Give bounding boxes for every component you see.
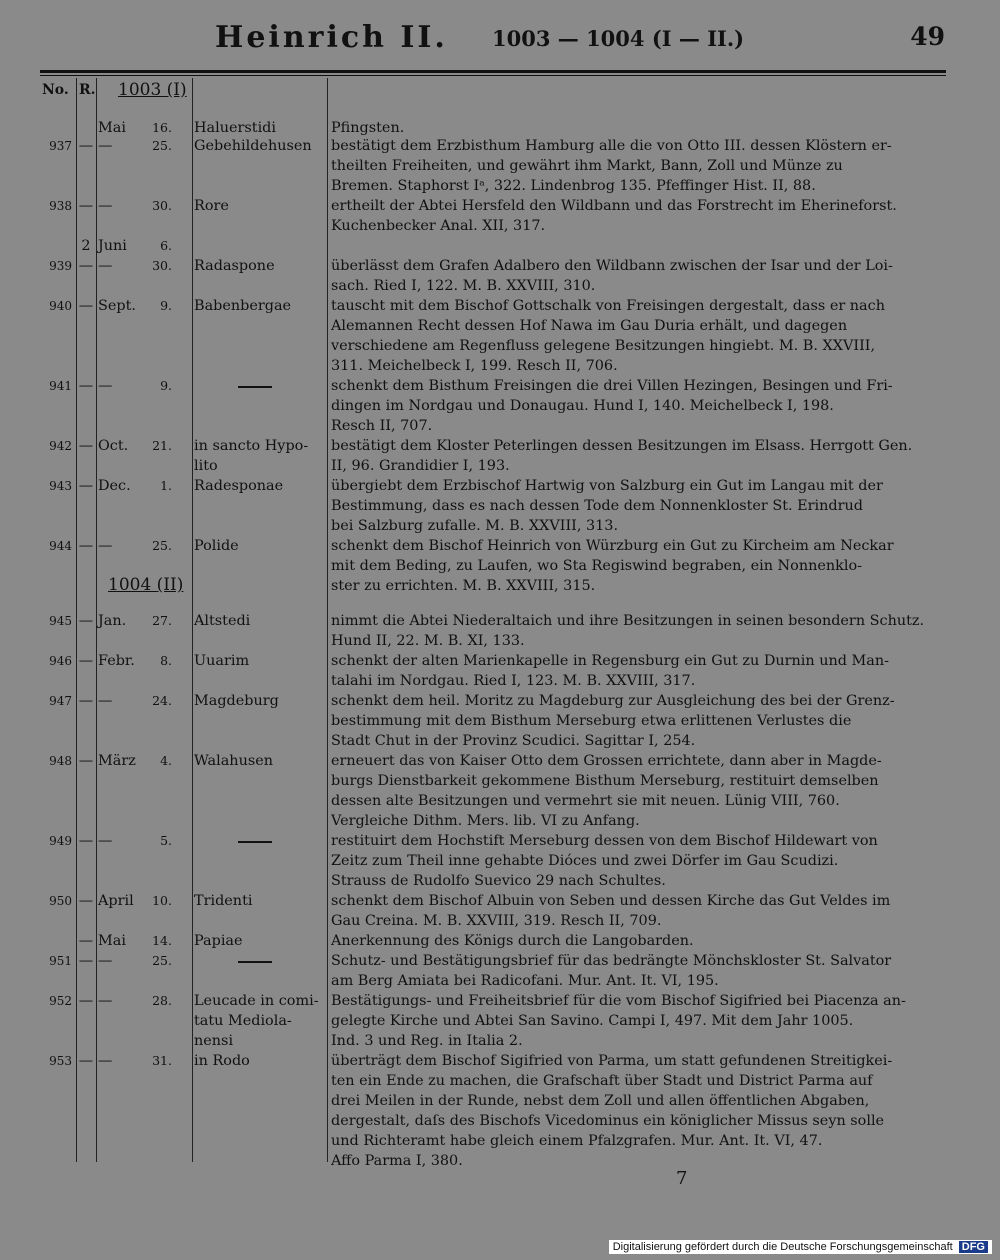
entry-text (331, 196, 939, 236)
entry-number: 941 (49, 379, 72, 393)
text-line: Alemannen Recht dessen Hof Nawa im Gau Duria erhält, und dagegen (331, 318, 848, 334)
entry-number: 948 (49, 754, 72, 768)
text-line: bestätigt dem Erzbisthum Hamburg alle die von Otto III. dessen Klöstern er- (331, 138, 892, 154)
text-line: Stadt Chut in der Provinz Scudici. Sagittar I, 254. (331, 733, 696, 749)
day: 10. (152, 893, 172, 908)
reference-mark: — (78, 478, 94, 494)
header-rule-thin (40, 75, 946, 76)
dfg-logo: DFG (959, 1241, 988, 1253)
text-line: Schutz- und Bestätigungsbrief für das bedrängte Mönchskloster St. Salvator (331, 953, 892, 969)
entry-number: 939 (49, 259, 72, 273)
text-line: tauscht mit dem Bischof Gottschalk von Freisingen dergestalt, dass er nach (331, 298, 885, 314)
place-name (194, 931, 320, 951)
reference-mark: — (78, 693, 94, 709)
text-line: 311. Meichelbeck I, 199. Resch II, 706. (331, 358, 618, 374)
place-omitted-dash (238, 841, 272, 843)
column-divider (192, 78, 193, 1162)
text-line: gelegte Kirche und Abtei San Savino. Campi I, 497. Mit dem Jahr 1005. (331, 1013, 854, 1029)
header-title: Heinrich II. (215, 20, 448, 55)
place-name (194, 1051, 320, 1071)
day: 25. (152, 538, 172, 553)
text-line: restituirt dem Hochstift Merseburg dessen von dem Bischof Hildewart von (331, 833, 878, 849)
day: 30. (152, 258, 172, 273)
text-line: und Richteramt habe gleich einem Pfalzgrafen. Mur. Ant. It. VI, 47. (331, 1133, 823, 1149)
reference-mark: — (78, 198, 94, 214)
day: 16. (152, 120, 172, 135)
reference-mark: — (78, 933, 94, 949)
entry-text (331, 751, 939, 831)
place-name (194, 436, 320, 476)
text-line: am Berg Amiata bei Radicofani. Mur. Ant. It. VI, 195. (331, 973, 719, 989)
place-omitted-dash (238, 961, 272, 963)
place-line: Walahusen (194, 753, 274, 769)
day: 27. (152, 613, 172, 628)
place-name (194, 296, 320, 316)
entry-number: 949 (49, 834, 72, 848)
entry-text (331, 611, 939, 651)
entry-number: 940 (49, 299, 72, 313)
reference-mark: — (78, 833, 94, 849)
reference-mark: — (78, 953, 94, 969)
text-line: Hund II, 22. M. B. XI, 133. (331, 633, 525, 649)
day: 1. (160, 478, 172, 493)
entry-number: 950 (49, 894, 72, 908)
signature-mark: 7 (676, 1168, 688, 1189)
text-line: verschiedene am Regenfluss gelegene Besitzungen hingiebt. M. B. XXVIII, (331, 338, 876, 354)
entry-number: 937 (49, 139, 72, 153)
entry-text (331, 691, 939, 751)
month: — (98, 538, 113, 554)
place-line: tatu Mediola- (194, 1013, 292, 1029)
text-line: ten ein Ende zu machen, die Grafschaft über Stadt und District Parma auf (331, 1073, 873, 1089)
text-line: II, 96. Grandidier I, 193. (331, 458, 510, 474)
month: März (98, 753, 136, 769)
month: Oct. (98, 438, 129, 454)
day: 9. (160, 298, 172, 313)
text-line: überlässt dem Grafen Adalbero den Wildbann zwischen der Isar und der Loi- (331, 258, 893, 274)
text-line: bestimmung mit dem Bisthum Merseburg etwa erlittenen Verlustes die (331, 713, 852, 729)
place-name (194, 256, 320, 276)
text-line: Affo Parma I, 380. (331, 1153, 463, 1169)
place-omitted-dash (238, 386, 272, 388)
text-line: burgs Dienstbarkeit gekommene Bisthum Merseburg, restituirt demselben (331, 773, 879, 789)
month: Mai (98, 933, 126, 949)
reference-mark: — (78, 378, 94, 394)
text-line: schenkt dem heil. Moritz zu Magdeburg zur Ausgleichung des bei der Grenz- (331, 693, 895, 709)
place-line: lito (194, 458, 218, 474)
text-line: schenkt dem Bischof Albuin von Seben und dessen Kirche das Gut Veldes im (331, 893, 891, 909)
entry-number: 951 (49, 954, 72, 968)
month: — (98, 378, 113, 394)
place-name (194, 651, 320, 671)
text-line: Pfingsten. (331, 120, 405, 136)
month: Juni (98, 238, 127, 254)
text-line: Bremen. Staphorst Iᵃ, 322. Lindenbrog 135. Pfeffinger Hist. II, 88. (331, 178, 816, 194)
place-name (194, 891, 320, 911)
day: 24. (152, 693, 172, 708)
digitization-credit (609, 1240, 992, 1254)
text-line: schenkt dem Bischof Heinrich von Würzburg ein Gut zu Kircheim am Neckar (331, 538, 894, 554)
text-line: Kuchenbecker Anal. XII, 317. (331, 218, 546, 234)
place-line: Magdeburg (194, 693, 279, 709)
text-line: Bestätigungs- und Freiheitsbrief für die vom Bischof Sigifried bei Piacenza an- (331, 993, 906, 1009)
reference-mark: — (78, 613, 94, 629)
text-line: schenkt der alten Marienkapelle in Regensburg ein Gut zu Durnin und Man- (331, 653, 889, 669)
text-line: schenkt dem Bisthum Freisingen die drei Villen Hezingen, Besingen und Fri- (331, 378, 893, 394)
entry-number: 947 (49, 694, 72, 708)
reference-mark: — (78, 138, 94, 154)
text-line: übergiebt dem Erzbischof Hartwig von Salzburg ein Gut im Langau mit der (331, 478, 883, 494)
place-line: Polide (194, 538, 239, 554)
month: — (98, 953, 113, 969)
text-line: dessen alte Besitzungen und vermehrt sie mit neuen. Lünig VIII, 760. (331, 793, 840, 809)
month: — (98, 258, 113, 274)
text-line: Resch II, 707. (331, 418, 433, 434)
entry-number: 942 (49, 439, 72, 453)
reference-mark: — (78, 538, 94, 554)
reference-mark: — (78, 298, 94, 314)
text-line: sach. Ried I, 122. M. B. XXVIII, 310. (331, 278, 596, 294)
place-line: Uuarim (194, 653, 250, 669)
reference-mark: — (78, 993, 94, 1009)
entry-text (331, 991, 939, 1051)
text-line: dergestalt, daſs des Bischofs Vicedominus ein königlicher Missus seyn solle (331, 1113, 885, 1129)
place-line: Gebehildehusen (194, 138, 312, 154)
place-name (194, 118, 320, 138)
text-line: ster zu errichten. M. B. XXVIII, 315. (331, 578, 596, 594)
entry-number: 946 (49, 654, 72, 668)
place-line: Haluerstidi (194, 120, 276, 136)
year-heading-1004: 1004 (II) (108, 575, 184, 595)
entry-text (331, 891, 939, 931)
text-line: drei Meilen in der Runde, nebst dem Zoll und allen öffentlichen Abgaben, (331, 1093, 870, 1109)
entry-text (331, 136, 939, 196)
place-name (194, 691, 320, 711)
day: 30. (152, 198, 172, 213)
credit-text: Digitalisierung gefördert durch die Deutsche Forschungsgemeinschaft (612, 1241, 953, 1253)
place-line: nensi (194, 1033, 234, 1049)
month: Sept. (98, 298, 136, 314)
entry-text (331, 951, 939, 991)
day: 25. (152, 138, 172, 153)
month: — (98, 138, 113, 154)
place-name (194, 196, 320, 216)
month: — (98, 198, 113, 214)
entry-number: 943 (49, 479, 72, 493)
place-name (194, 991, 320, 1051)
day: 9. (160, 378, 172, 393)
year-heading-1003: 1003 (I) (118, 80, 187, 100)
entry-text (331, 476, 939, 536)
entry-number: 945 (49, 614, 72, 628)
place-line: Altstedi (194, 613, 251, 629)
reference-mark: 2 (81, 238, 91, 254)
month: — (98, 1053, 113, 1069)
text-line: Anerkennung des Königs durch die Langobarden. (331, 933, 694, 949)
place-name (194, 476, 320, 496)
text-line: überträgt dem Bischof Sigifried von Parma, um statt gefundenen Streitigkei- (331, 1053, 893, 1069)
month: Dec. (98, 478, 131, 494)
place-line: Papiae (194, 933, 243, 949)
text-line: Bestimmung, dass es nach dessen Tode dem Nonnenkloster St. Erindrud (331, 498, 863, 514)
page-number: 49 (910, 22, 945, 51)
column-divider (327, 78, 328, 1162)
entry-text (331, 256, 939, 296)
entry-text (331, 296, 939, 376)
day: 28. (152, 993, 172, 1008)
text-line: nimmt die Abtei Niederaltaich und ihre Besitzungen in seinen besondern Schutz. (331, 613, 925, 629)
place-name (194, 536, 320, 556)
day: 4. (160, 753, 172, 768)
text-line: Gau Creina. M. B. XXVIII, 319. Resch II, 709. (331, 913, 662, 929)
reference-mark: — (78, 258, 94, 274)
header-rule (40, 70, 946, 73)
month: April (98, 893, 134, 909)
text-line: dingen im Nordgau und Donaugau. Hund I, 140. Meichelbeck I, 198. (331, 398, 834, 414)
place-line: in sancto Hypo- (194, 438, 309, 454)
reference-mark: — (78, 893, 94, 909)
month: Mai (98, 120, 126, 136)
text-line: Ind. 3 und Reg. in Italia 2. (331, 1033, 523, 1049)
place-line: Babenbergae (194, 298, 292, 314)
header-years: 1003 — 1004 (I — II.) (492, 26, 745, 51)
month: Jan. (98, 613, 127, 629)
entry-text (331, 376, 939, 436)
place-name (194, 136, 320, 156)
text-line: bestätigt dem Kloster Peterlingen dessen Besitzungen im Elsass. Herrgott Gen. (331, 438, 913, 454)
day: 6. (160, 238, 172, 253)
place-line: in Rodo (194, 1053, 250, 1069)
day: 31. (152, 1053, 172, 1068)
place-line: Tridenti (194, 893, 253, 909)
day: 21. (152, 438, 172, 453)
place-line: Radaspone (194, 258, 275, 274)
reference-mark: — (78, 1053, 94, 1069)
place-name (194, 751, 320, 771)
text-line: bei Salzburg zufalle. M. B. XXVIII, 313. (331, 518, 619, 534)
month: — (98, 693, 113, 709)
reference-mark: — (78, 653, 94, 669)
text-line: theilten Freiheiten, und gewährt ihm Markt, Bann, Zoll und Münze zu (331, 158, 843, 174)
text-line: Strauss de Rudolfo Suevico 29 nach Schultes. (331, 873, 666, 889)
month: — (98, 833, 113, 849)
column-header-r: R. (79, 82, 96, 98)
text-line: Zeitz zum Theil inne gehabte Dióces und zwei Dörfer im Gau Scudizi. (331, 853, 839, 869)
text-line: ertheilt der Abtei Hersfeld den Wildbann und das Forstrecht im Eherineforst. (331, 198, 897, 214)
day: 8. (160, 653, 172, 668)
entry-text (331, 831, 939, 891)
entry-number: 952 (49, 994, 72, 1008)
place-name (194, 611, 320, 631)
month: — (98, 993, 113, 1009)
running-header (0, 20, 1000, 54)
reference-mark: — (78, 753, 94, 769)
entry-text (331, 651, 939, 691)
text-line: erneuert das von Kaiser Otto dem Grossen errichtete, dann aber in Magde- (331, 753, 882, 769)
day: 25. (152, 953, 172, 968)
place-line: Radesponae (194, 478, 284, 494)
entry-number: 953 (49, 1054, 72, 1068)
text-line: talahi im Nordgau. Ried I, 123. M. B. XXVIII, 317. (331, 673, 696, 689)
place-line: Rore (194, 198, 229, 214)
column-divider (96, 78, 97, 1162)
column-divider (76, 78, 77, 1162)
day: 5. (160, 833, 172, 848)
entry-text (331, 536, 939, 596)
reference-mark: — (78, 438, 94, 454)
place-line: Leucade in comi- (194, 993, 319, 1009)
month: Febr. (98, 653, 135, 669)
entry-text (331, 1051, 939, 1171)
entry-text (331, 436, 939, 476)
day: 14. (152, 933, 172, 948)
entry-number: 944 (49, 539, 72, 553)
entry-text (331, 931, 939, 951)
text-line: mit dem Beding, zu Laufen, wo Sta Regiswind begraben, ein Nonnenklo- (331, 558, 862, 574)
entry-text (331, 118, 939, 138)
regesta-table (40, 78, 946, 1169)
text-line: Vergleiche Dithm. Mers. lib. VI zu Anfang. (331, 813, 640, 829)
entry-number: 938 (49, 199, 72, 213)
column-header-no: No. (42, 82, 69, 98)
